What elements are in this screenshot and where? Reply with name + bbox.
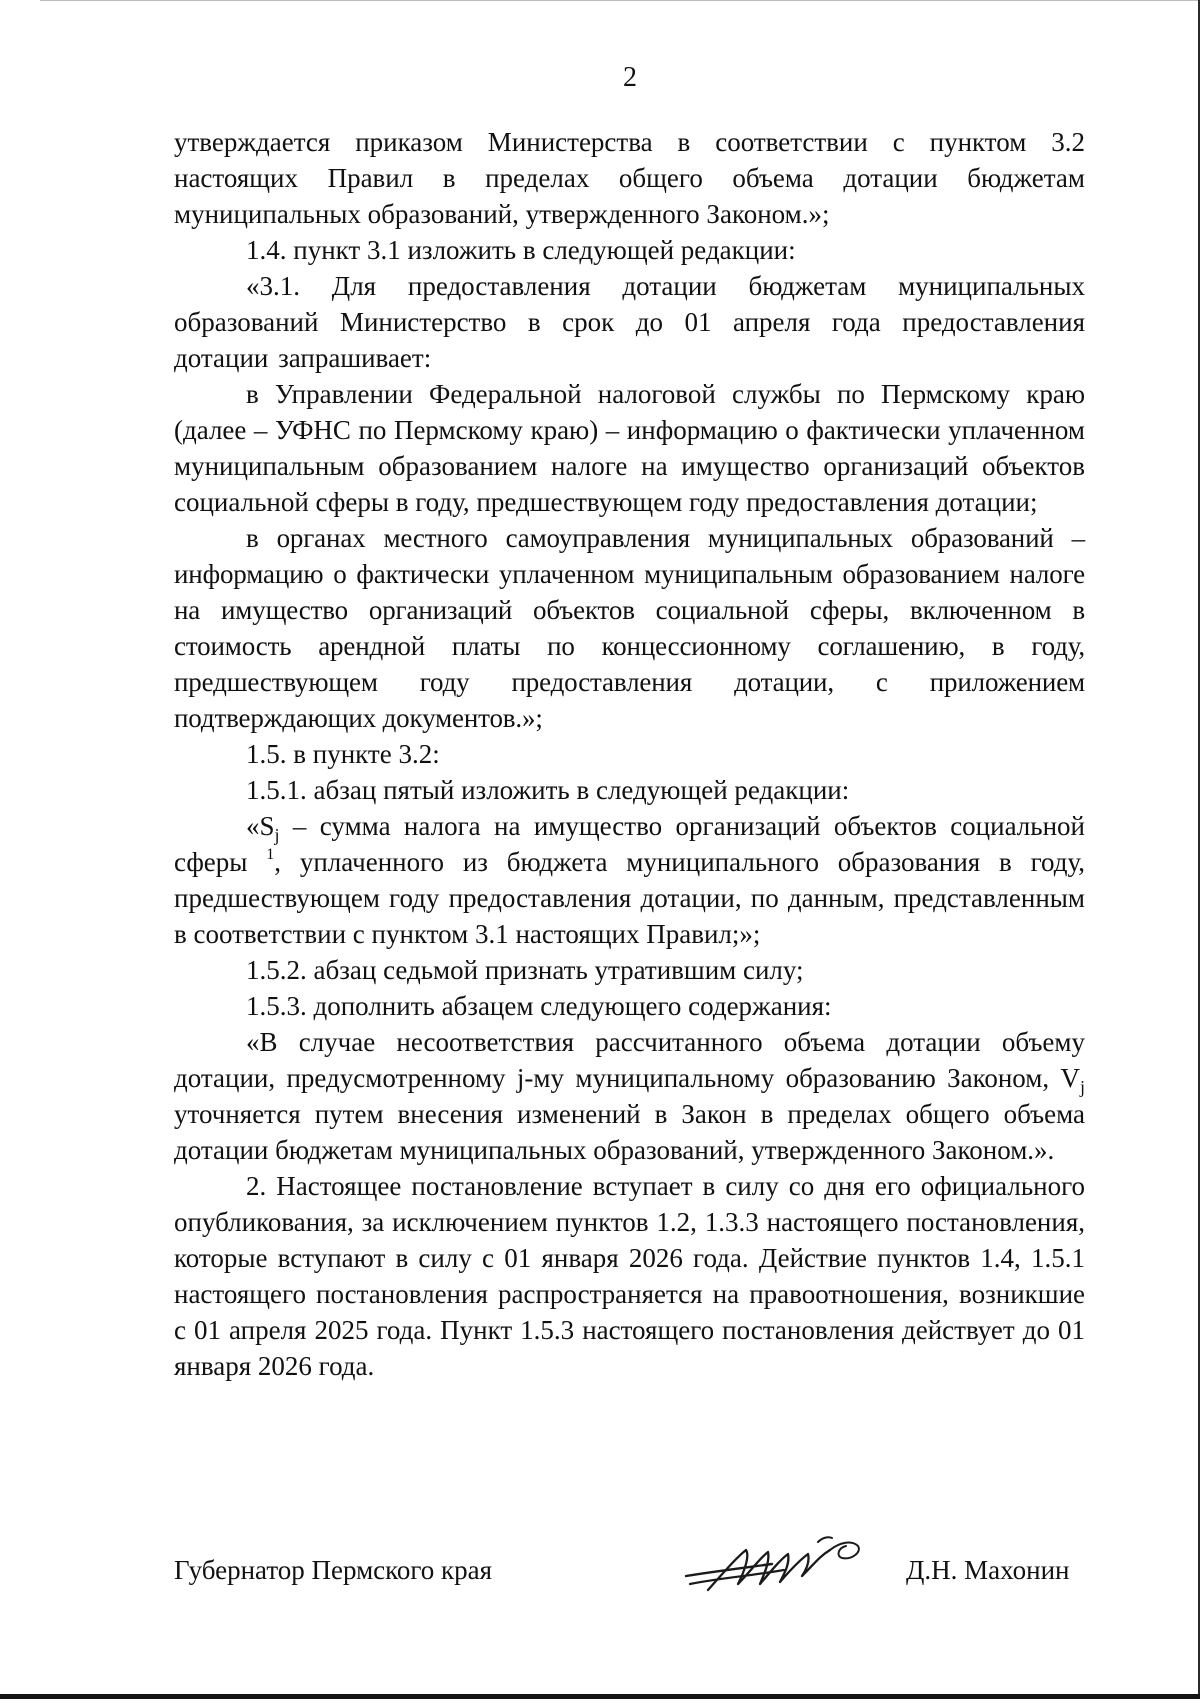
text-run: 1.4. пункт 3.1 изложить в следующей редакции: (246, 235, 796, 265)
paragraph-item-1-5-2 (174, 952, 1085, 988)
paragraph-vj-clarification (174, 1024, 1085, 1168)
paragraph-entry-into-force (174, 1168, 1085, 1384)
scan-edge-top (40, 0, 1200, 1)
paragraph-ufns-request (174, 376, 1085, 520)
text-run: 2. Настоящее постановление вступает в силу со дня его официального опубликования, за исключением пунктов 1.2, 1.3.3 настоящего постановления, которые вступают в силу с 01 января 2026 года. Действие пунктов 1.4, 1.5.1 настоящего постановления распространяется на правоотношения, возникшие с 01 апреля 2025 года. Пункт 1.5.3 настоящего постановления действует до 01 января 2026 года. (174, 1171, 1085, 1381)
text-run: уточняется путем внесения изменений в Закон в пределах общего объема дотации бюджетам муниципальных образований, утвержденного Законом.». (174, 1099, 1085, 1165)
text-run: – сумма налога на имущество организаций объектов социальной сферы (174, 811, 1085, 877)
paragraph-item-3-1 (174, 268, 1085, 376)
text-run: , уплаченного из бюджета муниципального образования в году, предшествующем году предоставления дотации, по данным, представленным в соответствии с пунктом 3.1 настоящих Правил;»; (174, 847, 1086, 949)
text-run: 1.5.2. абзац седьмой признать утратившим силу; (246, 955, 804, 985)
paragraph-sj-definition (174, 808, 1085, 952)
text-run: в органах местного самоуправления муниципальных образований – информацию о фактически уплаченном муниципальным образованием налоге на имущество организаций объектов социальной сферы, включенном в стоимость арендной платы по концессионному соглашению, в году, предшествующем году предоставления дотации, с приложением подтверждающих документов.»; (174, 523, 1085, 733)
text-run: 1.5. в пункте 3.2: (246, 739, 440, 769)
paragraph-continuation (174, 124, 1085, 232)
text-run: в Управлении Федеральной налоговой службы по Пермскому краю (далее – УФНС по Пермскому краю) – информацию о фактически уплаченном муниципальным образованием налоге на имущество организаций объектов социальной сферы в году, предшествующем году предоставления дотации; (174, 379, 1085, 517)
signatory-title: Губернатор Пермского края (174, 1555, 493, 1585)
document-body (174, 124, 1085, 1384)
paragraph-item-1-5 (174, 736, 1085, 772)
text-run: 1.5.3. дополнить абзацем следующего содержания: (246, 991, 832, 1021)
text-run: «S (246, 811, 275, 841)
signatory-name: Д.Н. Махонин (906, 1555, 1070, 1585)
text-run: «В случае несоответствия рассчитанного объема дотации объему дотации, предусмотренному j-му муниципальному образованию Законом, V (174, 1027, 1085, 1093)
paragraph-local-government-request (174, 520, 1085, 736)
paragraph-item-1-4 (174, 232, 1085, 268)
footnote-marker: 1 (266, 846, 275, 863)
subscript-index: j (1079, 1077, 1085, 1097)
scan-edge-bottom (0, 1694, 1200, 1699)
subscript-index: j (274, 825, 280, 845)
paragraph-item-1-5-1 (174, 772, 1085, 808)
handwritten-signature (680, 1532, 866, 1598)
text-run: утверждается приказом Министерства в соответствии с пунктом 3.2 настоящих Правил в пределах общего объема дотации бюджетам муниципальных образований, утвержденного Законом.»; (174, 127, 1085, 229)
text-run: 1.5.1. абзац пятый изложить в следующей редакции: (246, 775, 850, 805)
paragraph-item-1-5-3 (174, 988, 1085, 1024)
page-number: 2 (623, 62, 637, 93)
text-run: «3.1. Для предоставления дотации бюджетам муниципальных образований Министерство в срок до 01 апреля года предоставления дотации запрашивает: (174, 271, 1085, 373)
